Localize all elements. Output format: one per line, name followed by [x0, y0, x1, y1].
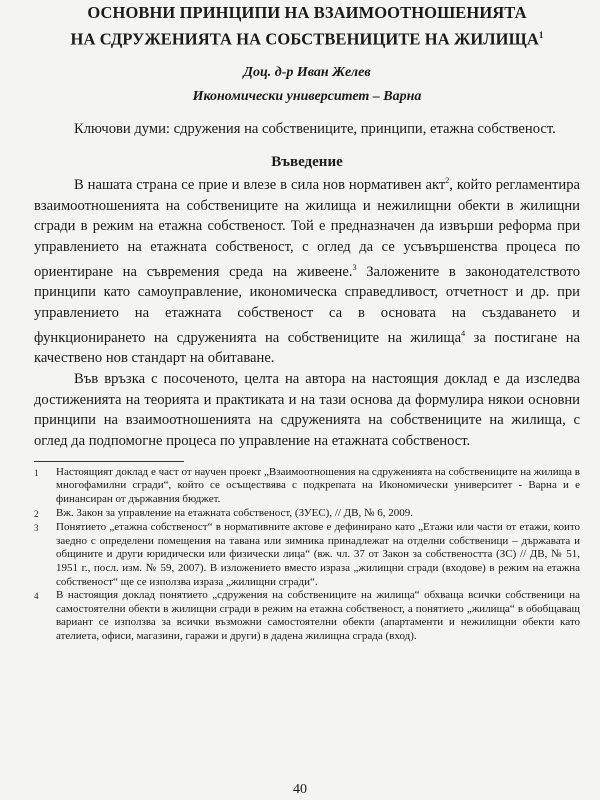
paragraph-1-part-1: В нашата страна се прие и влезе в сила нов нормативен акт [74, 176, 446, 193]
footnote-ref-3: 3 [352, 262, 357, 272]
paragraph-2: Във връзка с посоченото, целта на автора на настоящия доклад е да изследва достиженията на теорията и практиката и на тази основа да формулира някои основни принципи на взаимоотношенията на сдруженията на собствениците на жилища, с оглед да подпомогне процеса по управление на етажната собственост. [34, 371, 580, 450]
title-line-2-text: НА СДРУЖЕНИЯТА НА СОБСТВЕНИЦИТЕ НА ЖИЛИЩА [70, 29, 539, 49]
title-line-2 [34, 24, 580, 51]
footnote-number: 1 [34, 467, 39, 478]
paragraph-1-part-4: за постигане на качествено нов стандарт на обитаване. [34, 329, 580, 367]
footnote-text: Настоящият доклад е част от научен проект „Взаимоотношения на сдруженията на собствениците на жилища в многофамилни сгради“, който се осъществява с подкрепата на Икономически университет - Варна и е финансиран от държавния бюджет. [56, 465, 580, 505]
footnote-number: 2 [34, 508, 39, 519]
paper-title [34, 0, 580, 51]
footnotes [34, 466, 580, 644]
paragraph-1-part-3: Заложените в законодателството принципи като самоуправление, икономическа справедливост, отчетност и др. при управлението на етажната собственост са в основата на създаването и функционирането на сдруженията на собствениците на жилища [34, 263, 581, 346]
paragraph-1-part-2: , който регламентира взаимоотношенията на собствениците на жилища и нежилищни обекти в жилищни сгради в режим на етажна собственост. Той е предназначен да извърши реформа при управлението на етажната собственост, с оглед да се усъвършенства процеса по ориентиране на съвремения среда на живеене. [34, 176, 580, 280]
page-number: 40 [293, 782, 307, 797]
footnote-2 [34, 507, 580, 522]
footnote-ref-2: 2 [445, 176, 450, 186]
footnote-1 [34, 466, 580, 507]
footnote-text: Понятието „етажна собственост“ в нормативните актове е дефинирано като „Етажи или части от етажи, които заедно с определени помещения на тавана или зимника принадлежат на отделни собственици – държавата и общините и други юридически или физически лица“ (вж. чл. 37 от Закон за собствеността (ЗС) // ДВ, № 51, 1951 г., посл. изм. № 59, 2007). В изложението вместо израза „жилищни сгради (входове) в режим на етажна собственост“ ще се използва израза „жилищни сгради“. [56, 521, 580, 588]
footnote-4 [34, 589, 580, 643]
footnote-separator [34, 461, 184, 462]
author-affiliation: Икономически университет – Варна [192, 88, 422, 104]
footnote-text: Вж. Закон за управление на етажната собственост, (ЗУЕС), // ДВ, № 6, 2009. [56, 506, 414, 519]
keywords: Ключови думи: сдружения на собствениците, принципи, етажна собственост. [74, 120, 556, 137]
footnote-number: 4 [34, 591, 39, 602]
footnote-text: В настоящия доклад понятието „сдружения на собствениците на жилища“ обхваща всички собственици на самостоятелни обекти в жилищни сгради в режим на етажна собственост, а понятието „жилища“ в обобщаващ вариант се използва за всички възможни самостоятелни обекти (апартаменти и нежилищни обекти като ателиета, офиси, магазини, гаражи и други) в дадена жилищна сграда (вход). [56, 589, 580, 642]
footnote-number: 3 [34, 523, 39, 534]
section-heading: Въведение [271, 154, 343, 171]
title-line-1: ОСНОВНИ ПРИНЦИПИ НА ВЗАИМООТНОШЕНИЯТА [87, 3, 527, 22]
author-name: Доц. д-р Иван Желев [243, 64, 371, 80]
footnote-3 [34, 521, 580, 589]
title-footnote-mark: 1 [538, 30, 544, 40]
footnote-ref-4: 4 [461, 328, 466, 338]
paragraph-1 [34, 171, 580, 369]
